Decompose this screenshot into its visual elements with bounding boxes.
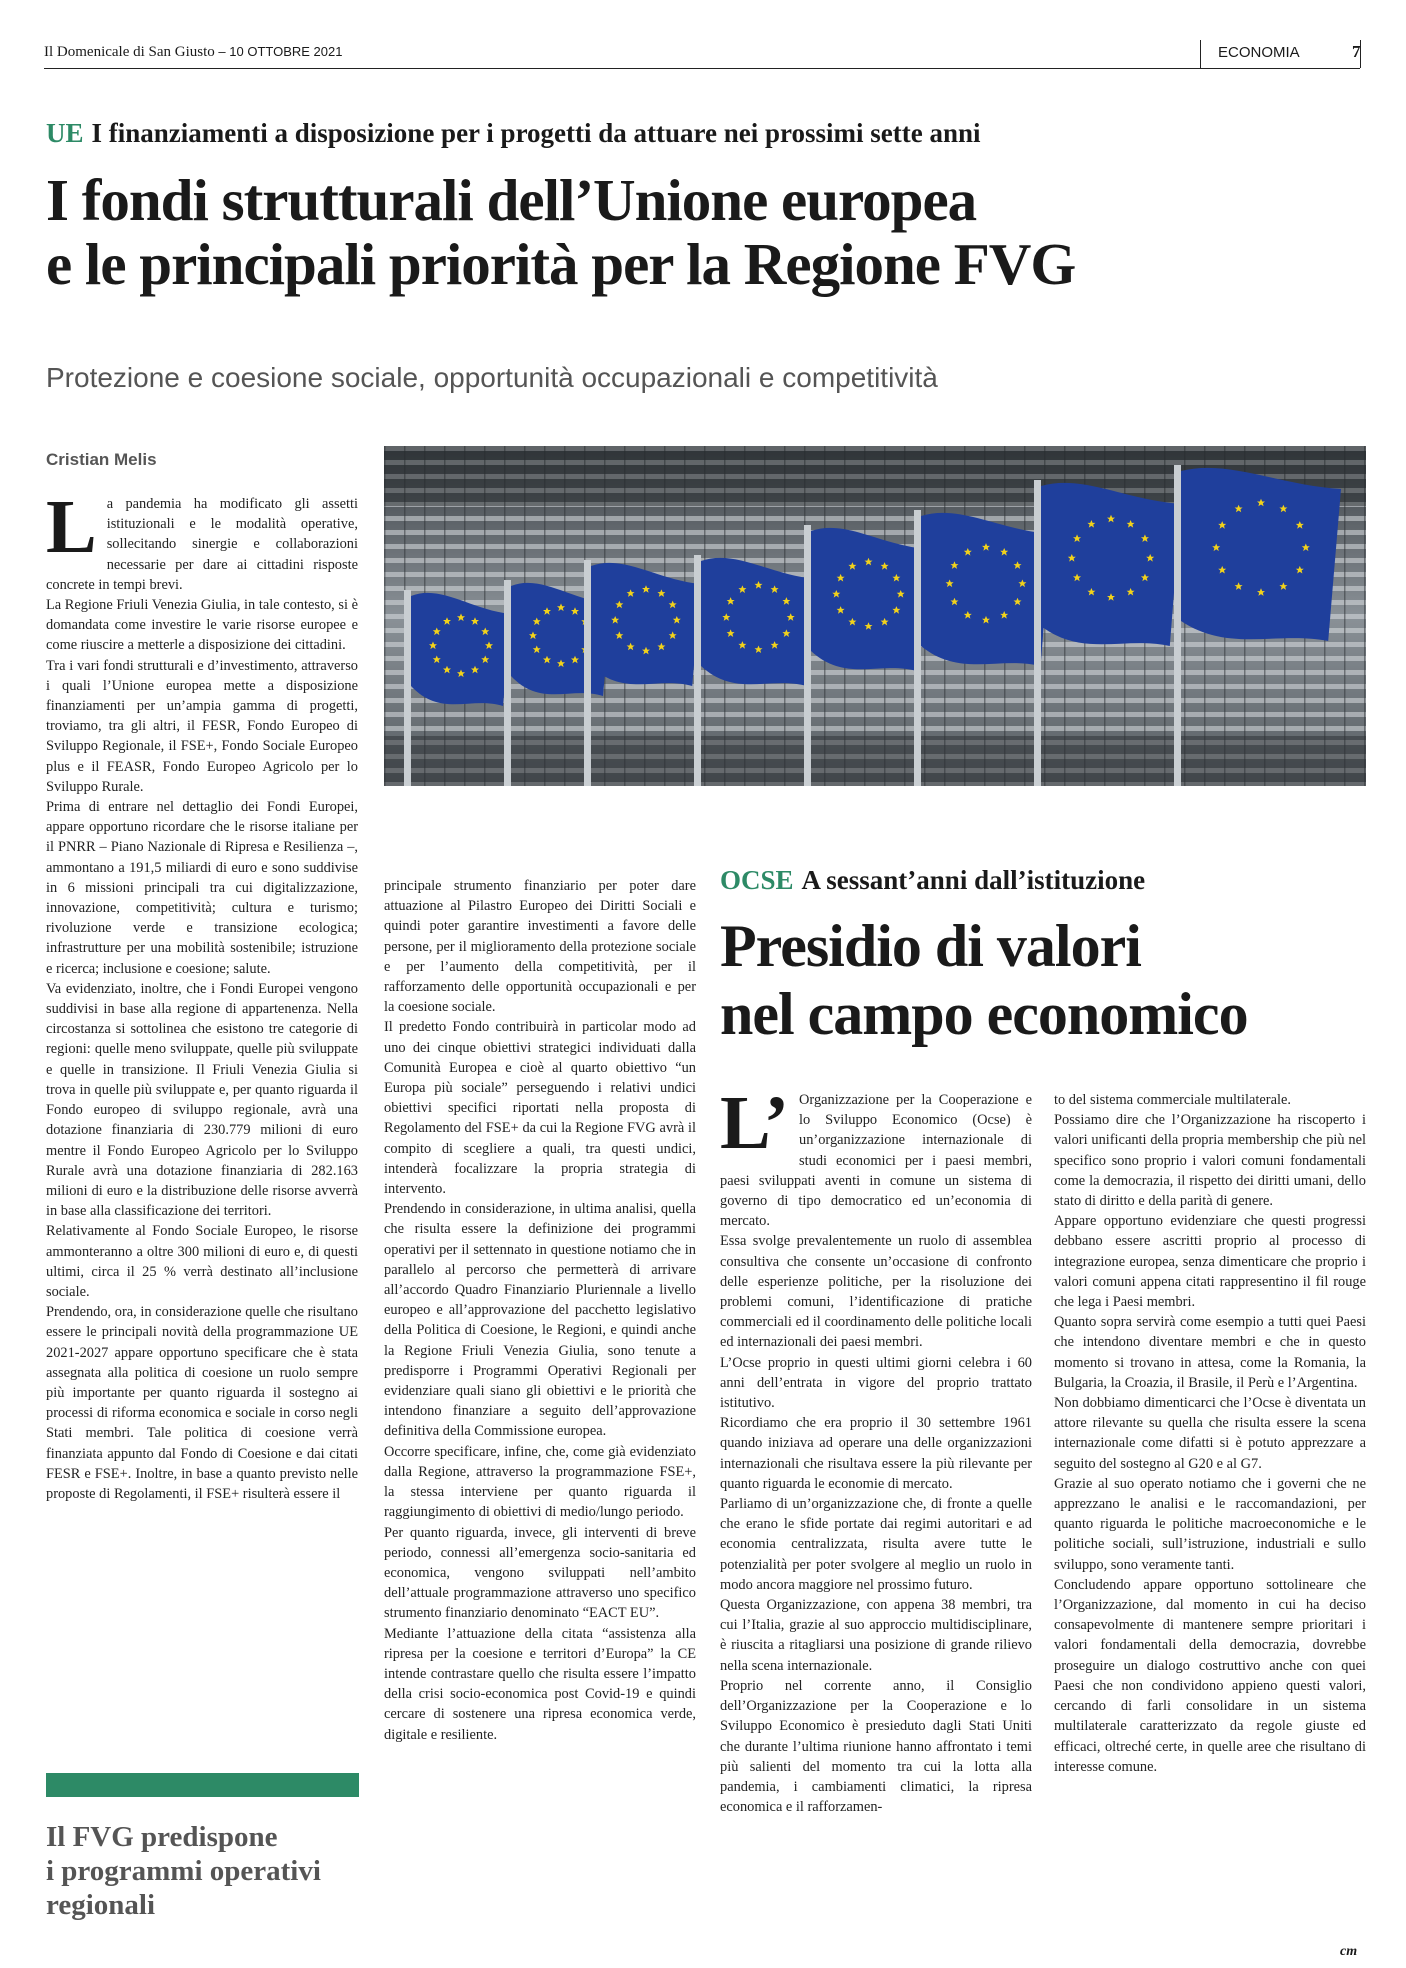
publication-header (44, 44, 342, 61)
page-number: 7 (1352, 42, 1361, 61)
article1-kicker-tag: UE (46, 118, 84, 148)
article2-column-1 (720, 1090, 1032, 1950)
article1-title (46, 168, 1376, 296)
header-divider (1200, 40, 1201, 68)
issue-date: – 10 OTTOBRE 2021 (214, 44, 343, 59)
article2-kicker-tag: OCSE (720, 865, 794, 895)
eu-flags-photo (384, 446, 1366, 786)
paragraph: Organizzazione per la Cooperazione e lo Sviluppo Economico (Ocse) è un’organizzazione internazionale di studi economici per i paesi membri, paesi sviluppati aventi in comune un sistema di governo di tipo democratico ed un’economia di mercato. (720, 1092, 1032, 1230)
paragraph: Questa Organizzazione, con appena 38 membri, tra cui l’Italia, grazie al suo approccio multidisciplinare, è riuscita a ritagliarsi una posizione di grande rilievo nella scena internazionale. (720, 1597, 1032, 1674)
paragraph: Appare opportuno evidenziare che questi progressi debbano essere ascritti proprio al processo di integrazione europea, senza dimenticare che proprio i valori comuni appena citati rappresentino il fil rouge che lega i Paesi membri. (1054, 1213, 1366, 1311)
header-rule (44, 68, 1360, 69)
paragraph: Non dobbiamo dimenticarci che l’Ocse è diventata un attore rilevante su quella che risulta essere la scena internazionale come difatti si è potuto apprezzare a seguito del sostegno al G20 e al G7. (1054, 1395, 1366, 1472)
byline: Cristian Melis (46, 450, 157, 469)
paragraph: Ricordiamo che era proprio il 30 settembre 1961 quando iniziava ad operare una delle organizzazioni internazionali che risultava essere la più rilevante per quanto riguarda le economie di mercato. (720, 1415, 1032, 1492)
paragraph: La Regione Friuli Venezia Giulia, in tale contesto, si è domandata come investire le varie risorse europee e come riuscire a metterle a disposizione dei cittadini. (46, 597, 358, 654)
eu-flag (701, 558, 816, 686)
paragraph: Per quanto riguarda, invece, gli interventi di breve periodo, connessi all’emergenza socio-sanitaria ed economica, vengono sviluppati nell’ambito dell’attuale programmazione attraverso uno specifico strumento finanziario denominato “EACT EU”. (384, 1524, 696, 1622)
box-title-line: Il FVG predispone (46, 1821, 278, 1853)
article2-title (720, 912, 1380, 1048)
paragraph: Possiamo dire che l’Organizzazione ha riscoperto i valori unificanti della propria membership che più nel specifico sono proprio i valori comuni fondamentali come la democrazia, il rispetto dei diritti umani, dello stato di diritto e della parità di genere. (1054, 1112, 1366, 1210)
paragraph: Prendendo, ora, in considerazione quelle che risultano essere le principali novità della programmazione UE 2021-2027 appare opportuno specificare che è stata assegnata alla politica di coesione un ruolo sempre più importante per quanto riguarda il sostegno ai processi di riforma economica e sociale in corso negli Stati membri. Tale politica di coesione verrà finanziata appunto dal Fondo di Coesione e dai citati FESR e FSE+. Inoltre, in base a quanto previsto nelle proposte di Regolamenti, il FSE+ risulterà essere il (46, 1304, 358, 1502)
paragraph: Tra i vari fondi strutturali e d’investimento, attraverso i quali l’Unione europea mette a disposizione finanziamenti per un’ampia gamma di progetti, troviamo, tra gli altri, il FESR, Fondo Europeo di Sviluppo Regionale, il FSE+, Fondo Sociale Europeo plus e il FEASR, Fondo Europeo Agricolo per lo Sviluppo Rurale. (46, 657, 358, 795)
paragraph: Quanto sopra servirà come esempio a tutti quei Paesi che intendono diventare membri e che in questo momento si trovano in attesa, come la Romania, la Bulgaria, la Croazia, il Brasile, il Perù e l’Argentina. (1054, 1314, 1366, 1391)
article2-kicker (720, 865, 1145, 896)
paragraph: Il predetto Fondo contribuirà in particolar modo ad uno dei cinque obiettivi strategici individuati dalla Comunità Europea e cioè al quarto obiettivo “un Europa più sociale” perseguendo i relativi undici obiettivi specifici riportati nella proposta di Regolamento del FSE+ da cui la Regione FVG avrà il compito di scegliere a quali, tra questi undici, intenderà focalizzare la propria strategia di intervento. (384, 1019, 696, 1198)
article2-title-line: nel campo economico (720, 981, 1248, 1047)
eu-flag (811, 528, 926, 671)
article1-title-line: I fondi strutturali dell’Unione europea (46, 167, 977, 233)
eu-flag (921, 513, 1051, 666)
paragraph: L’Ocse proprio in questi ultimi giorni celebra i 60 anni dell’entrata in vigore del proprio trattato istitutivo. (720, 1354, 1032, 1412)
accent-bar (46, 1773, 359, 1797)
eu-flag (1181, 468, 1341, 641)
paragraph: Mediante l’attuazione della citata “assistenza alla ripresa per la coesione e territori d’Europa” la CE intende contrastare quello che risulta essere l’impatto della crisi socio-economica post Covid-19 e quindi cercare di sostenere una ripresa economica verde, digitale e resiliente. (384, 1625, 696, 1743)
flag-pole (404, 590, 411, 786)
flag-pole (504, 580, 511, 786)
box-title (46, 1820, 376, 1922)
flag-pole (1174, 465, 1181, 786)
article1-column-1 (46, 494, 358, 1760)
paragraph: Parliamo di un’organizzazione che, di fronte a quelle che erano le sfide portate dai regimi autoritari e ad economia centralizzata, risulta avere tutte le potenzialità per poter svolgere al meglio un ruolo in modo ancora maggiore nel prossimo futuro. (720, 1496, 1032, 1593)
flag-pole (1034, 480, 1041, 786)
article1-kicker-text: I finanziamenti a disposizione per i progetti da attuare nei prossimi sette anni (91, 118, 981, 148)
paragraph: Occorre specificare, infine, che, come già evidenziato dalla Regione, attraverso la programmazione FSE+, la stessa interviene per quanto riguarda il raggiungimento di obiettivi di medio/lungo periodo. (384, 1443, 696, 1521)
article2-column-2 (1054, 1090, 1366, 1940)
paragraph: a pandemia ha modificato gli assetti istituzionali e le modalità operative, sollecitando sinergie e collaborazioni necessarie per dare ai cittadini risposte concrete in tempi brevi. (46, 496, 358, 593)
paragraph: Prima di entrare nel dettaglio dei Fondi Europei, appare opportuno ricordare che le risorse italiane per il PNRR – Piano Nazionale di Ripresa e Resilienza –, ammontano a 191,5 miliardi di euro e sono suddivise in 6 missioni principali tra cui digitalizzazione, innovazione, competitività; cultura e turismo; rivoluzione verde e transizione ecologica; infrastrutture per una mobilità sostenibile; istruzione e ricerca; inclusione e coesione; salute. (46, 799, 358, 977)
flag-pole (694, 555, 701, 786)
eu-flag (1041, 483, 1181, 646)
flag-pole (584, 560, 591, 786)
article1-kicker (46, 118, 981, 149)
article1-title-line: e le principali priorità per la Regione FVG (46, 231, 1076, 297)
publication-name: Il Domenicale di San Giusto (44, 44, 215, 60)
box-title-line: i programmi operativi (46, 1855, 321, 1887)
flag-pole (804, 525, 811, 786)
paragraph: Prendendo in considerazione, in ultima analisi, quella che risulta essere la definizione dei programmi operativi per il settennato in questione notiamo che in parallelo al percorso che permetterà di arrivare all’accordo Quadro Finanziario Pluriennale a livello europeo e all’approvazione del pacchetto legislativo della Politica di Coesione, le Regioni, e quindi anche la Regione Friuli Venezia Giulia, sono tenute a predisporre i Programmi Operativi Regionali per evidenziare quali siano gli obiettivi e le priorità che intendono finanziare a seguito dell’approvazione definitiva della Commissione europea. (384, 1201, 696, 1440)
paragraph: to del sistema commerciale multilaterale. (1054, 1092, 1291, 1108)
article2-title-line: Presidio di valori (720, 913, 1141, 979)
article1-subtitle: Protezione e coesione sociale, opportunità occupazionali e competitività (46, 362, 938, 393)
paragraph: Va evidenziato, inoltre, che i Fondi Europei vengono suddivisi in base alla regione di appartenenza. Nella circostanza si sottolinea che esistono tre categorie di regioni: quelle meno sviluppate, quelle più sviluppate e quelle in transizione. Il Friuli Venezia Giulia si trova in quelle più sviluppate e, per quanto riguarda il Fondo europeo di sviluppo regionale, avrà una dotazione finanziaria di 230.779 milioni di euro mentre il Fondo Europeo Agricolo per lo Sviluppo Rurale avrà una dotazione finanziaria di 282.163 milioni di euro e la distribuzione delle risorse avverrà in base alla classificazione dei territori. (46, 980, 358, 1220)
dropcap: L’ (720, 1090, 790, 1165)
paragraph: Grazie al suo operato notiamo che i governi che ne apprezzano le analisi e le raccomandazioni, per quanto riguarda le politiche macroeconomiche e le politiche sociali, sull’istruzione, industriali e sullo sviluppo, sono veramente tanti. (1054, 1475, 1366, 1573)
paragraph: Relativamente al Fondo Sociale Europeo, le risorse ammonteranno a oltre 300 milioni di euro e, di questi ultimi, circa il 25 % verrà destinato all’inclusione sociale. (46, 1223, 358, 1300)
article2-kicker-text: A sessant’anni dall’istituzione (801, 865, 1146, 895)
flag-pole (914, 510, 921, 786)
paragraph: Essa svolge prevalentemente un ruolo di assemblea consultiva che consente un’occasione di confronto delle esperienze politiche, per la risoluzione dei problemi comuni, l’identificazione di pratiche commerciali ed il coordinamento delle politiche locali ed internazionali dei paesi membri. (720, 1233, 1032, 1351)
section-name: ECONOMIA (1218, 44, 1300, 61)
box-title-line: regionali (46, 1889, 156, 1921)
dropcap: L (46, 494, 97, 569)
paragraph: Concludendo appare opportuno sottolineare che l’Organizzazione, dal momento in cui ha deciso consapevolmente di mantenere sempre prioritari i valori fondamentali della democrazia, dovrebbe proseguire un dialogo costruttivo anche con quei Paesi che non condividono appieno questi valori, cercando di farli consolidare in un sistema multilaterale caratterizzato da regole giuste ed efficaci, oltreché certe, in quelle aree che risultano di interesse comune. (1054, 1576, 1366, 1775)
paragraph: Proprio nel corrente anno, il Consiglio dell’Organizzazione per la Cooperazione e lo Sviluppo Economico è presieduto dagli Stati Uniti che durante l’ultima riunione hanno affrontato i temi più salienti del momento tra cui la lotta alla pandemia, i cambiamenti climatici, la ripresa economica e il rafforzamen- (720, 1677, 1032, 1816)
author-signature: cm (1340, 1944, 1358, 1959)
paragraph: principale strumento finanziario per poter dare attuazione al Pilastro Europeo dei Diritti Sociali e quindi poter garantire investimenti a favore delle persone, per il miglioramento della protezione sociale e per l’aumento della competitività, per il rafforzamento delle opportunità occupazionali e per la coesione sociale. (384, 878, 696, 1016)
article1-column-2 (384, 876, 696, 1946)
